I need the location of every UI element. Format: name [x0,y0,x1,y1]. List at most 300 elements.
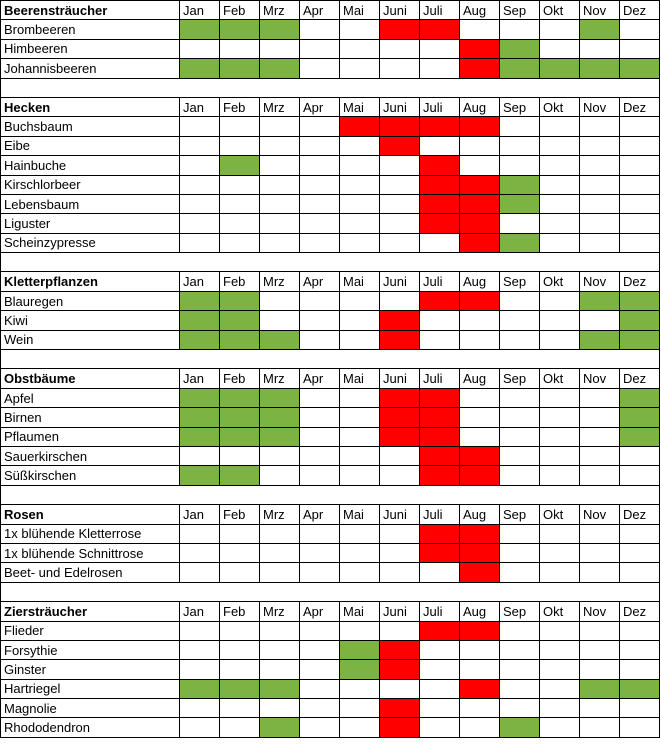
month-cell-apr [300,194,340,213]
month-cell-apr [300,466,340,485]
month-cell-nov [580,427,620,446]
month-cell-okt [540,194,580,213]
section-title: Beerensträucher [1,1,180,20]
month-cell-dez [620,543,660,562]
month-cell-jan [180,524,220,543]
month-cell-mai [340,311,380,330]
plant-name: Rhododendron [1,718,180,737]
month-header-aug: Aug [460,602,500,621]
month-cell-aug [460,311,500,330]
month-header-aug: Aug [460,272,500,291]
month-cell-feb-green [220,311,260,330]
month-cell-aug-red [460,543,500,562]
plant-name: Pflaumen [1,427,180,446]
month-cell-feb [220,563,260,582]
month-cell-okt [540,563,580,582]
month-cell-apr [300,175,340,194]
plant-row-ginster [1,660,660,679]
month-header-feb: Feb [220,97,260,116]
month-cell-mrz [260,466,300,485]
month-cell-nov [580,699,620,718]
month-cell-feb [220,524,260,543]
month-cell-aug-red [460,59,500,78]
month-cell-juli [420,563,460,582]
month-cell-feb [220,699,260,718]
month-cell-aug [460,330,500,349]
month-cell-nov [580,466,620,485]
month-cell-mai [340,194,380,213]
month-cell-aug [460,660,500,679]
month-header-dez: Dez [620,602,660,621]
month-cell-jan [180,194,220,213]
month-cell-mrz-green [260,388,300,407]
month-cell-mai [340,330,380,349]
month-cell-jan [180,543,220,562]
month-cell-jan [180,117,220,136]
month-cell-feb-green [220,679,260,698]
month-header-juli: Juli [420,97,460,116]
month-cell-sep [500,311,540,330]
month-cell-nov [580,136,620,155]
month-cell-sep-green [500,194,540,213]
month-cell-mrz-green [260,679,300,698]
plant-name: Sauerkirschen [1,446,180,465]
month-cell-aug [460,20,500,39]
section-title: Ziersträucher [1,602,180,621]
month-header-sep: Sep [500,1,540,20]
month-cell-jan [180,446,220,465]
plant-name: Lebensbaum [1,194,180,213]
month-cell-feb-green [220,330,260,349]
month-cell-okt [540,388,580,407]
month-cell-aug-red [460,175,500,194]
month-cell-dez [620,39,660,58]
spacer-cell [1,350,660,369]
plant-row-forsythie [1,640,660,659]
month-cell-dez-green [620,388,660,407]
month-header-mai: Mai [340,505,380,524]
month-cell-apr [300,640,340,659]
month-cell-okt [540,660,580,679]
month-cell-jan [180,718,220,737]
month-cell-mrz [260,524,300,543]
month-cell-juli-red [420,388,460,407]
month-cell-feb [220,446,260,465]
month-cell-juni-red [380,117,420,136]
month-cell-juli-red [420,446,460,465]
month-cell-jan-green [180,466,220,485]
month-cell-nov-green [580,59,620,78]
month-cell-mrz [260,446,300,465]
month-cell-nov [580,175,620,194]
plant-row-magnolie [1,699,660,718]
month-cell-mrz-green [260,20,300,39]
month-cell-juli-red [420,156,460,175]
month-cell-dez [620,20,660,39]
month-cell-okt [540,214,580,233]
month-cell-apr [300,679,340,698]
plant-row-wein [1,330,660,349]
month-header-feb: Feb [220,602,260,621]
month-cell-juni-red [380,660,420,679]
month-header-okt: Okt [540,369,580,388]
month-header-jan: Jan [180,505,220,524]
month-header-juni: Juni [380,97,420,116]
month-cell-apr [300,291,340,310]
month-cell-sep [500,699,540,718]
month-cell-juni [380,621,420,640]
month-cell-mai [340,156,380,175]
plant-row-beet-und-edelrosen [1,563,660,582]
month-cell-jan [180,136,220,155]
month-header-aug: Aug [460,505,500,524]
month-cell-feb [220,640,260,659]
section-title: Kletterpflanzen [1,272,180,291]
month-header-okt: Okt [540,505,580,524]
month-cell-apr [300,214,340,233]
plant-row-kirschlorbeer [1,175,660,194]
month-cell-mai [340,621,380,640]
month-cell-aug-red [460,214,500,233]
month-cell-mrz [260,621,300,640]
month-header-nov: Nov [580,97,620,116]
section-title: Rosen [1,505,180,524]
section-title: Obstbäume [1,369,180,388]
plant-name: Forsythie [1,640,180,659]
month-cell-aug-red [460,291,500,310]
month-cell-okt [540,524,580,543]
plant-name: Himbeeren [1,39,180,58]
month-cell-mai [340,59,380,78]
month-header-juni: Juni [380,369,420,388]
month-header-apr: Apr [300,369,340,388]
month-header-aug: Aug [460,1,500,20]
month-cell-juni [380,563,420,582]
month-cell-dez [620,136,660,155]
month-cell-sep [500,117,540,136]
month-cell-aug-red [460,466,500,485]
month-header-apr: Apr [300,505,340,524]
month-cell-dez-green [620,427,660,446]
month-header-okt: Okt [540,602,580,621]
month-cell-dez-green [620,330,660,349]
month-header-dez: Dez [620,272,660,291]
month-cell-mrz [260,117,300,136]
month-header-jan: Jan [180,369,220,388]
month-cell-apr [300,524,340,543]
plant-name: Birnen [1,408,180,427]
month-header-juni: Juni [380,505,420,524]
plant-row-flieder [1,621,660,640]
month-cell-juli-red [420,543,460,562]
month-cell-dez-green [620,311,660,330]
month-cell-aug [460,156,500,175]
month-cell-jan-green [180,291,220,310]
month-header-nov: Nov [580,505,620,524]
month-cell-feb [220,117,260,136]
month-cell-mrz [260,311,300,330]
month-cell-dez [620,175,660,194]
plant-row-liguster [1,214,660,233]
month-cell-dez [620,640,660,659]
month-cell-nov-green [580,20,620,39]
spacer-cell [1,582,660,601]
plant-name: Blauregen [1,291,180,310]
month-header-mai: Mai [340,1,380,20]
month-cell-dez [620,446,660,465]
month-cell-okt [540,621,580,640]
month-cell-nov [580,640,620,659]
month-cell-dez [620,233,660,252]
month-cell-juni [380,446,420,465]
section-header-obstbaeume [1,369,660,388]
month-cell-dez [620,621,660,640]
month-header-apr: Apr [300,1,340,20]
month-cell-aug [460,427,500,446]
month-cell-feb-green [220,466,260,485]
plant-row-eibe [1,136,660,155]
month-header-apr: Apr [300,272,340,291]
month-cell-mai [340,563,380,582]
month-cell-apr [300,39,340,58]
month-header-nov: Nov [580,602,620,621]
month-cell-nov [580,117,620,136]
month-cell-mrz-green [260,59,300,78]
month-cell-aug-red [460,194,500,213]
section-spacer [1,253,660,272]
month-cell-okt [540,679,580,698]
month-cell-juli [420,59,460,78]
plant-name: Hartriegel [1,679,180,698]
month-cell-mai [340,679,380,698]
month-header-feb: Feb [220,272,260,291]
month-cell-juni [380,466,420,485]
plant-row-lebensbaum [1,194,660,213]
section-spacer [1,78,660,97]
month-cell-jan [180,39,220,58]
month-cell-aug-red [460,117,500,136]
month-header-juni: Juni [380,1,420,20]
month-cell-mrz [260,194,300,213]
plant-row-1x-bluehende-schnittrose [1,543,660,562]
plant-row-suesskirschen [1,466,660,485]
month-cell-sep [500,679,540,698]
plant-name: 1x blühende Kletterrose [1,524,180,543]
month-cell-nov [580,39,620,58]
plant-name: Kirschlorbeer [1,175,180,194]
month-cell-aug-red [460,446,500,465]
month-cell-nov [580,621,620,640]
month-cell-mai-red [340,117,380,136]
month-cell-nov [580,660,620,679]
month-cell-sep [500,621,540,640]
month-cell-juli [420,699,460,718]
month-cell-aug-red [460,39,500,58]
month-header-mrz: Mrz [260,505,300,524]
month-cell-juni-red [380,699,420,718]
month-cell-juli-red [420,20,460,39]
month-cell-mrz [260,543,300,562]
month-cell-feb [220,175,260,194]
section-header-beerenstraeucher [1,1,660,20]
month-cell-jan [180,214,220,233]
month-cell-juni-red [380,388,420,407]
month-cell-apr [300,330,340,349]
plant-row-buchsbaum [1,117,660,136]
month-cell-dez [620,524,660,543]
month-cell-sep [500,427,540,446]
month-cell-feb [220,660,260,679]
month-cell-juni-red [380,427,420,446]
month-cell-sep-green [500,59,540,78]
section-spacer [1,350,660,369]
month-header-feb: Feb [220,505,260,524]
month-cell-jan [180,233,220,252]
month-cell-jan-green [180,427,220,446]
month-header-nov: Nov [580,369,620,388]
month-cell-juni-red [380,20,420,39]
month-cell-mai [340,175,380,194]
month-cell-juli [420,640,460,659]
month-header-dez: Dez [620,505,660,524]
month-cell-aug-red [460,233,500,252]
month-cell-jan-green [180,679,220,698]
month-cell-sep [500,640,540,659]
month-cell-sep-green [500,233,540,252]
month-cell-sep-green [500,39,540,58]
month-cell-okt [540,699,580,718]
plant-name: Wein [1,330,180,349]
month-cell-sep [500,660,540,679]
month-cell-sep [500,446,540,465]
section-header-kletterpflanzen [1,272,660,291]
month-header-okt: Okt [540,97,580,116]
month-header-juli: Juli [420,602,460,621]
month-cell-sep [500,408,540,427]
plant-name: Eibe [1,136,180,155]
plant-name: Buchsbaum [1,117,180,136]
month-cell-apr [300,563,340,582]
month-cell-dez-green [620,408,660,427]
month-header-jan: Jan [180,97,220,116]
month-cell-juni [380,291,420,310]
month-cell-dez [620,718,660,737]
month-cell-sep-green [500,718,540,737]
month-header-aug: Aug [460,97,500,116]
month-cell-aug-red [460,524,500,543]
month-cell-aug-red [460,621,500,640]
month-cell-mrz [260,291,300,310]
month-cell-dez [620,660,660,679]
month-cell-dez [620,214,660,233]
month-cell-nov [580,156,620,175]
month-cell-aug [460,718,500,737]
month-cell-jan [180,621,220,640]
month-cell-apr [300,718,340,737]
month-cell-sep [500,466,540,485]
month-cell-nov [580,233,620,252]
month-cell-juni [380,679,420,698]
month-cell-nov [580,446,620,465]
plant-row-scheinzypresse [1,233,660,252]
plant-name: Magnolie [1,699,180,718]
month-cell-feb [220,214,260,233]
month-cell-juni [380,59,420,78]
month-cell-mai [340,291,380,310]
month-cell-mrz-green [260,408,300,427]
plant-name: Süßkirschen [1,466,180,485]
month-cell-sep [500,543,540,562]
month-cell-mrz [260,563,300,582]
month-cell-nov [580,408,620,427]
month-cell-okt [540,233,580,252]
month-header-juni: Juni [380,272,420,291]
month-header-dez: Dez [620,97,660,116]
month-cell-juli [420,233,460,252]
month-cell-mrz [260,136,300,155]
month-cell-sep [500,563,540,582]
month-cell-mai [340,39,380,58]
month-cell-juli-red [420,408,460,427]
month-cell-juni [380,524,420,543]
month-cell-mai [340,466,380,485]
month-cell-feb-green [220,388,260,407]
month-cell-okt [540,718,580,737]
month-cell-okt [540,20,580,39]
spacer-cell [1,78,660,97]
month-cell-juni [380,156,420,175]
month-cell-sep [500,136,540,155]
section-spacer [1,582,660,601]
plant-row-sauerkirschen [1,446,660,465]
month-header-juli: Juli [420,272,460,291]
month-cell-feb [220,621,260,640]
plant-row-birnen [1,408,660,427]
month-cell-juli [420,679,460,698]
month-cell-feb [220,194,260,213]
month-header-okt: Okt [540,272,580,291]
month-cell-okt [540,117,580,136]
month-cell-mai [340,20,380,39]
month-cell-apr [300,233,340,252]
month-cell-juli-red [420,117,460,136]
month-cell-dez-green [620,679,660,698]
section-spacer [1,485,660,504]
month-header-juli: Juli [420,369,460,388]
month-header-feb: Feb [220,1,260,20]
month-header-mrz: Mrz [260,1,300,20]
month-cell-juni-red [380,330,420,349]
month-cell-dez-green [620,59,660,78]
month-header-dez: Dez [620,1,660,20]
month-cell-juli-red [420,466,460,485]
month-cell-dez [620,156,660,175]
section-header-hecken [1,97,660,116]
month-header-sep: Sep [500,272,540,291]
month-cell-mrz [260,39,300,58]
month-header-jan: Jan [180,1,220,20]
month-cell-okt [540,136,580,155]
month-cell-mai [340,427,380,446]
section-header-rosen [1,505,660,524]
month-cell-aug-red [460,563,500,582]
plant-row-rhododendron [1,718,660,737]
month-cell-jan [180,660,220,679]
month-cell-mrz [260,214,300,233]
month-cell-juli-red [420,214,460,233]
month-cell-apr [300,543,340,562]
month-cell-feb [220,543,260,562]
